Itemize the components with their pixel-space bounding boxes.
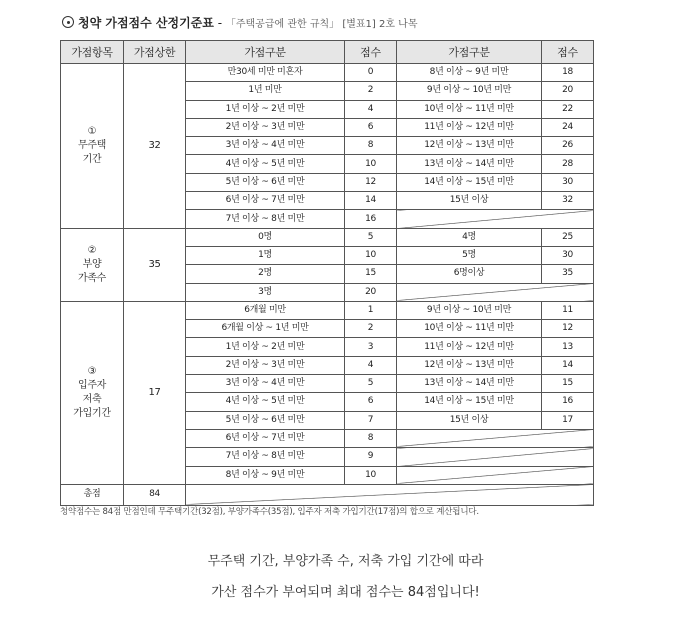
category-cell: 7년 이상 ~ 8년 미만 [186,448,345,466]
category-cell: 5년 이상 ~ 6년 미만 [186,173,345,191]
header-score: 점수 [345,41,397,64]
category-cell-2: 11년 이상 ~ 12년 미만 [397,118,542,136]
category-cell-2: 15년 이상 [397,411,542,429]
total-row [61,484,594,505]
title-label: 청약 가점점수 산정기준표 [78,16,214,30]
table-row [61,64,594,82]
category-cell: 6개월 미만 [186,301,345,319]
score-cell-2: 20 [542,82,594,100]
category-cell-2: 8년 이상 ~ 9년 미만 [397,64,542,82]
score-cell: 0 [345,64,397,82]
category-cell: 8년 이상 ~ 9년 미만 [186,466,345,484]
category-cell: 4년 이상 ~ 5년 미만 [186,393,345,411]
caption-line-2: 가산 점수가 부여되며 최대 점수는 84점입니다! [211,585,480,600]
group-cap: 17 [124,301,186,484]
category-cell-2: 11년 이상 ~ 12년 미만 [397,338,542,356]
category-cell: 6년 이상 ~ 7년 미만 [186,429,345,447]
score-cell: 1 [345,301,397,319]
table-title [62,14,418,31]
category-cell: 만30세 미만 미혼자 [186,64,345,82]
category-cell-2: 14년 이상 ~ 15년 미만 [397,393,542,411]
score-cell: 15 [345,265,397,283]
score-cell: 6 [345,118,397,136]
score-cell-2: 32 [542,192,594,210]
score-cell: 5 [345,228,397,246]
score-cell-2: 14 [542,356,594,374]
empty-diagonal-cell [397,283,594,301]
total-value: 84 [124,484,186,505]
category-cell: 1년 미만 [186,82,345,100]
title-source: 「주택공급에 관한 규칙」 [별표1] 2호 나목 [225,19,418,30]
group-cap: 32 [124,64,186,229]
score-cell: 20 [345,283,397,301]
score-cell-2: 28 [542,155,594,173]
target-icon [62,16,74,28]
empty-diagonal-cell [397,448,594,466]
footnote: 청약점수는 84점 만점인데 무주택기간(32점), 부양가족수(35점), 입주자 저축 가입기간(17점)의 합으로 계산됩니다. [60,507,479,517]
table-row [61,301,594,319]
group-cap: 35 [124,228,186,301]
score-cell-2: 24 [542,118,594,136]
score-cell: 7 [345,411,397,429]
score-cell-2: 30 [542,173,594,191]
score-cell: 2 [345,320,397,338]
category-cell-2: 12년 이상 ~ 13년 미만 [397,356,542,374]
score-cell-2: 18 [542,64,594,82]
total-label: 총점 [61,484,124,505]
score-cell: 16 [345,210,397,228]
category-cell: 5년 이상 ~ 6년 미만 [186,411,345,429]
score-cell: 4 [345,100,397,118]
category-cell-2: 14년 이상 ~ 15년 미만 [397,173,542,191]
category-cell-2: 12년 이상 ~ 13년 미만 [397,137,542,155]
category-cell-2: 13년 이상 ~ 14년 미만 [397,375,542,393]
score-cell: 10 [345,466,397,484]
score-cell-2: 30 [542,246,594,264]
header-row [61,41,594,64]
category-cell: 4년 이상 ~ 5년 미만 [186,155,345,173]
category-cell-2: 15년 이상 [397,192,542,210]
header-item: 가점항목 [61,41,124,64]
category-cell: 2년 이상 ~ 3년 미만 [186,356,345,374]
category-cell: 2년 이상 ~ 3년 미만 [186,118,345,136]
score-cell: 10 [345,155,397,173]
category-cell-2: 9년 이상 ~ 10년 미만 [397,82,542,100]
header-score-2: 점수 [542,41,594,64]
empty-diagonal-cell [397,429,594,447]
category-cell-2: 4명 [397,228,542,246]
category-cell-2: 5명 [397,246,542,264]
score-cell: 9 [345,448,397,466]
score-cell: 4 [345,356,397,374]
header-cap: 가점상한 [124,41,186,64]
score-cell-2: 15 [542,375,594,393]
score-cell: 3 [345,338,397,356]
score-cell: 8 [345,137,397,155]
category-cell: 6개월 이상 ~ 1년 미만 [186,320,345,338]
score-cell-2: 35 [542,265,594,283]
category-cell: 1년 이상 ~ 2년 미만 [186,338,345,356]
score-cell-2: 22 [542,100,594,118]
score-cell-2: 13 [542,338,594,356]
table-row [61,228,594,246]
total-empty-diagonal [186,484,594,505]
score-cell: 12 [345,173,397,191]
category-cell-2: 10년 이상 ~ 11년 미만 [397,100,542,118]
score-cell-2: 16 [542,393,594,411]
category-cell-2: 10년 이상 ~ 11년 미만 [397,320,542,338]
header-category: 가점구분 [186,41,345,64]
group-name: ② 부양 가족수 [61,228,124,301]
score-cell-2: 11 [542,301,594,319]
score-table [60,40,594,506]
score-cell-2: 17 [542,411,594,429]
group-name: ③ 입주자 저축 가입기간 [61,301,124,484]
category-cell: 3명 [186,283,345,301]
score-cell: 10 [345,246,397,264]
score-cell: 2 [345,82,397,100]
title-dash: - [213,16,226,30]
category-cell: 2명 [186,265,345,283]
category-cell: 6년 이상 ~ 7년 미만 [186,192,345,210]
category-cell: 7년 이상 ~ 8년 미만 [186,210,345,228]
score-cell: 5 [345,375,397,393]
score-cell: 14 [345,192,397,210]
score-cell-2: 26 [542,137,594,155]
category-cell: 1년 이상 ~ 2년 미만 [186,100,345,118]
category-cell: 1명 [186,246,345,264]
empty-diagonal-cell [397,210,594,228]
empty-diagonal-cell [397,466,594,484]
score-cell: 6 [345,393,397,411]
score-cell-2: 25 [542,228,594,246]
category-cell-2: 6명이상 [397,265,542,283]
category-cell: 3년 이상 ~ 4년 미만 [186,137,345,155]
score-cell: 8 [345,429,397,447]
header-category-2: 가점구분 [397,41,542,64]
category-cell: 3년 이상 ~ 4년 미만 [186,375,345,393]
score-cell-2: 12 [542,320,594,338]
category-cell-2: 13년 이상 ~ 14년 미만 [397,155,542,173]
caption-line-1: 무주택 기간, 부양가족 수, 저축 가입 기간에 따라 [207,554,484,569]
category-cell-2: 9년 이상 ~ 10년 미만 [397,301,542,319]
group-name: ① 무주택 기간 [61,64,124,229]
category-cell: 0명 [186,228,345,246]
